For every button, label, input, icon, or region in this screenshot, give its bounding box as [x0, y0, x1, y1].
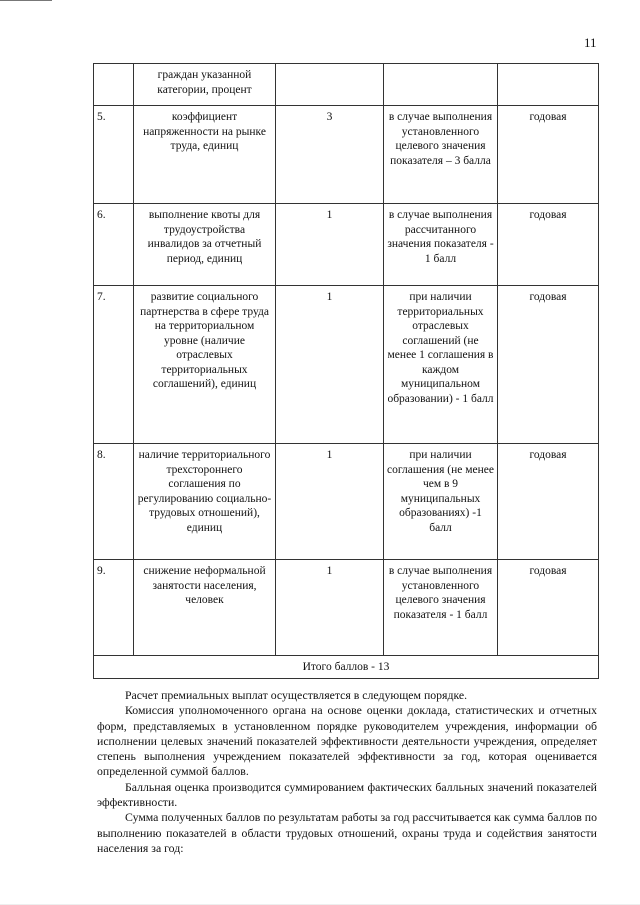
row-number [94, 64, 134, 106]
page-number: 11 [584, 35, 597, 50]
row-number: 8. [94, 444, 134, 560]
indicator-name: выполнение квоты для трудоустройства инвалидов за отчетный период, единиц [134, 204, 276, 286]
indicator-period: годовая [498, 106, 599, 204]
indicator-name: снижение неформальной занятости населения, человек [134, 560, 276, 656]
indicator-period [498, 64, 599, 106]
indicator-condition: в случае выполнения установленного целевого значения показателя – 3 балла [384, 106, 498, 204]
indicator-condition: в случае выполнения рассчитанного значения показателя - 1 балл [384, 204, 498, 286]
paragraph: Комиссия уполномоченного органа на основе оценки доклада, статистических и отчетных форм, представляемых в установленном порядке руководителем учреждения, информации об исполнении целевых значений показателей эффективности деятельности учреждения, определяет степень выполнения учреждением показателей эффективности за год, которая оценивается определенной суммой баллов. [97, 703, 597, 779]
indicator-score: 1 [276, 286, 384, 444]
indicator-score: 1 [276, 204, 384, 286]
indicator-name: граждан указанной категории, процент [134, 64, 276, 106]
indicator-period: годовая [498, 286, 599, 444]
table-row [94, 64, 599, 106]
total-row [94, 656, 599, 679]
indicator-condition: в случае выполнения установленного целевого значения показателя - 1 балл [384, 560, 498, 656]
indicator-score: 1 [276, 444, 384, 560]
indicator-condition: при наличии территориальных отраслевых соглашений (не менее 1 соглашения в каждом муниципальном образовании) - 1 балл [384, 286, 498, 444]
indicator-name: развитие социального партнерства в сфере труда на территориальном уровне (наличие отраслевых территориальных соглашений), единиц [134, 286, 276, 444]
indicator-condition [384, 64, 498, 106]
paragraph: Расчет премиальных выплат осуществляется в следующем порядке. [125, 688, 468, 702]
indicator-condition: при наличии соглашения (не менее чем в 9 муниципальных образованиях) -1 балл [384, 444, 498, 560]
total-score: Итого баллов - 13 [94, 656, 599, 679]
indicator-period: годовая [498, 560, 599, 656]
row-number: 7. [94, 286, 134, 444]
indicator-name: коэффициент напряженности на рынке труда, единиц [134, 106, 276, 204]
indicator-score: 1 [276, 560, 384, 656]
indicator-score [276, 64, 384, 106]
table-row [94, 444, 599, 560]
table-row [94, 286, 599, 444]
row-number: 6. [94, 204, 134, 286]
top-border-line [0, 0, 52, 1]
indicator-period: годовая [498, 204, 599, 286]
indicator-period: годовая [498, 444, 599, 560]
paragraph: Балльная оценка производится суммированием фактических балльных значений показателей эффективности. [97, 779, 597, 810]
table-row [94, 106, 599, 204]
row-number: 9. [94, 560, 134, 656]
table-row [94, 204, 599, 286]
indicators-table [93, 63, 599, 679]
indicator-score: 3 [276, 106, 384, 204]
table-row [94, 560, 599, 656]
row-number: 5. [94, 106, 134, 204]
indicator-name: наличие территориального трехстороннего соглашения по регулированию социально-трудовых отношений), единиц [134, 444, 276, 560]
paragraph: Сумма полученных баллов по результатам работы за год рассчитывается как сумма баллов по выполнению показателей в области трудовых отношений, охраны труда и содействия занятости населения за год: [97, 810, 597, 855]
body-text [97, 688, 597, 856]
